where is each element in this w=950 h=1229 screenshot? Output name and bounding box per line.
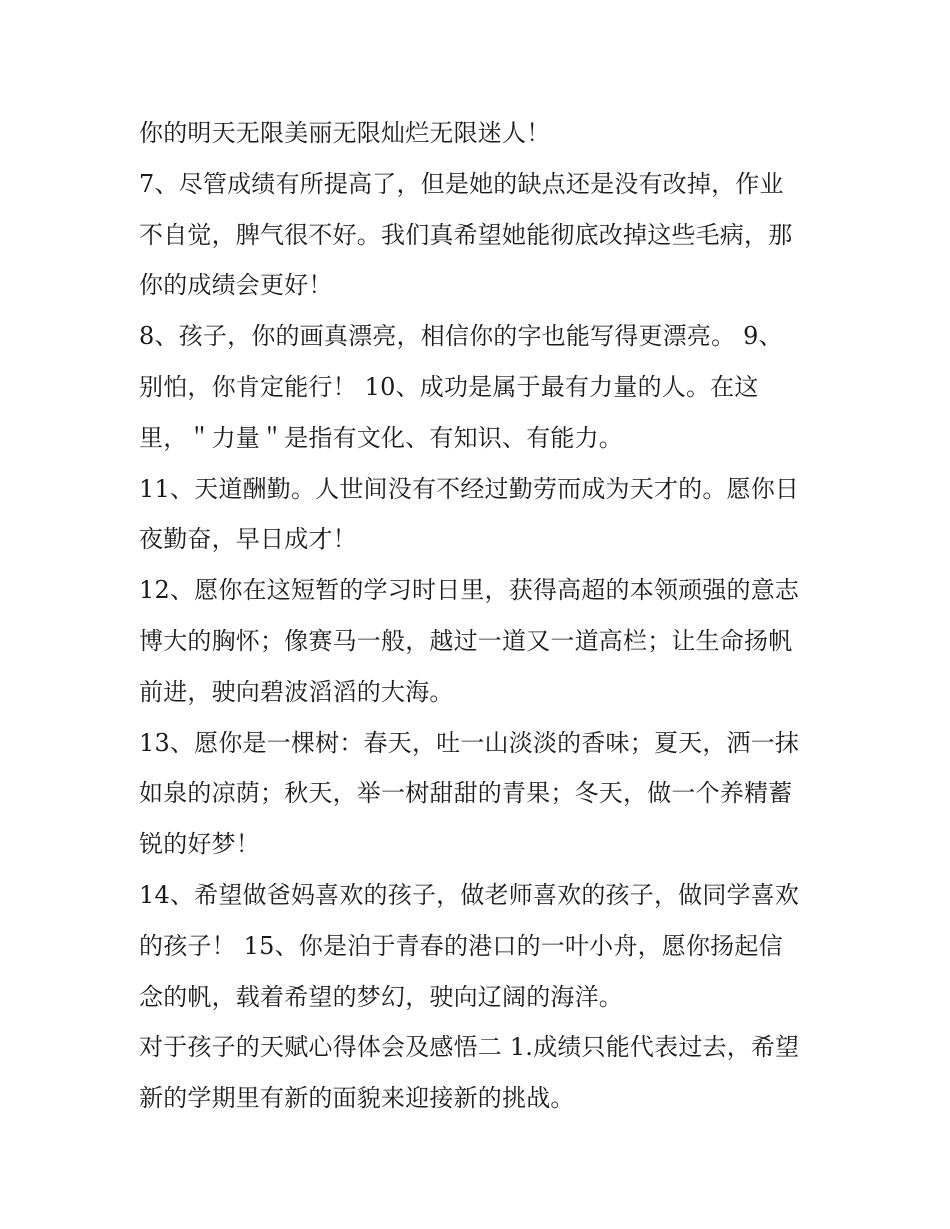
text-line: 夜勤奋，早日成才！: [139, 525, 357, 554]
text-line: 如泉的凉荫；秋天，举一树甜甜的青果；冬天，做一个养精蓄: [139, 779, 793, 808]
text-line: 里，＂力量＂是指有文化、有知识、有能力。: [139, 423, 623, 452]
text-line: 别怕，你肯定能行！ 10、成功是属于最有力量的人。在这: [139, 372, 759, 401]
text-line: 念的帆，载着希望的梦幻，驶向辽阔的海洋。: [139, 982, 623, 1011]
text-line: 博大的胸怀；像赛马一般，越过一道又一道高栏；让生命扬帆: [139, 626, 793, 655]
text-line: 你的成绩会更好！: [139, 271, 333, 300]
text-line: 锐的好梦！: [139, 830, 260, 859]
text-line: 7、尽管成绩有所提高了，但是她的缺点还是没有改掉，作业: [139, 169, 784, 198]
text-line: 前进，驶向碧波滔滔的大海。: [139, 677, 454, 706]
text-line: 不自觉，脾气很不好。我们真希望她能彻底改掉这些毛病，那: [139, 220, 793, 249]
body-text: [139, 108, 829, 1124]
text-line: 的孩子！ 15、你是泊于青春的港口的一叶小舟，愿你扬起信: [139, 931, 783, 960]
text-line: 13、愿你是一棵树：春天，吐一山淡淡的香味；夏天，洒一抹: [139, 728, 800, 757]
text-line: 你的明天无限美丽无限灿烂无限迷人！: [139, 119, 551, 147]
text-line: 14、希望做爸妈喜欢的孩子，做老师喜欢的孩子，做同学喜欢: [139, 880, 800, 909]
text-line: 8、孩子，你的画真漂亮，相信你的字也能写得更漂亮。 9、: [139, 322, 783, 351]
text-line: 12、愿你在这短暂的学习时日里，获得高超的本领顽强的意志: [139, 576, 800, 605]
text-line: 新的学期里有新的面貌来迎接新的挑战。: [139, 1084, 575, 1113]
text-line: 11、天道酬勤。人世间没有不经过勤劳而成为天才的。愿你日: [139, 474, 800, 503]
text-line: 对于孩子的天赋心得体会及感悟二 1.成绩只能代表过去，希望: [139, 1033, 800, 1062]
